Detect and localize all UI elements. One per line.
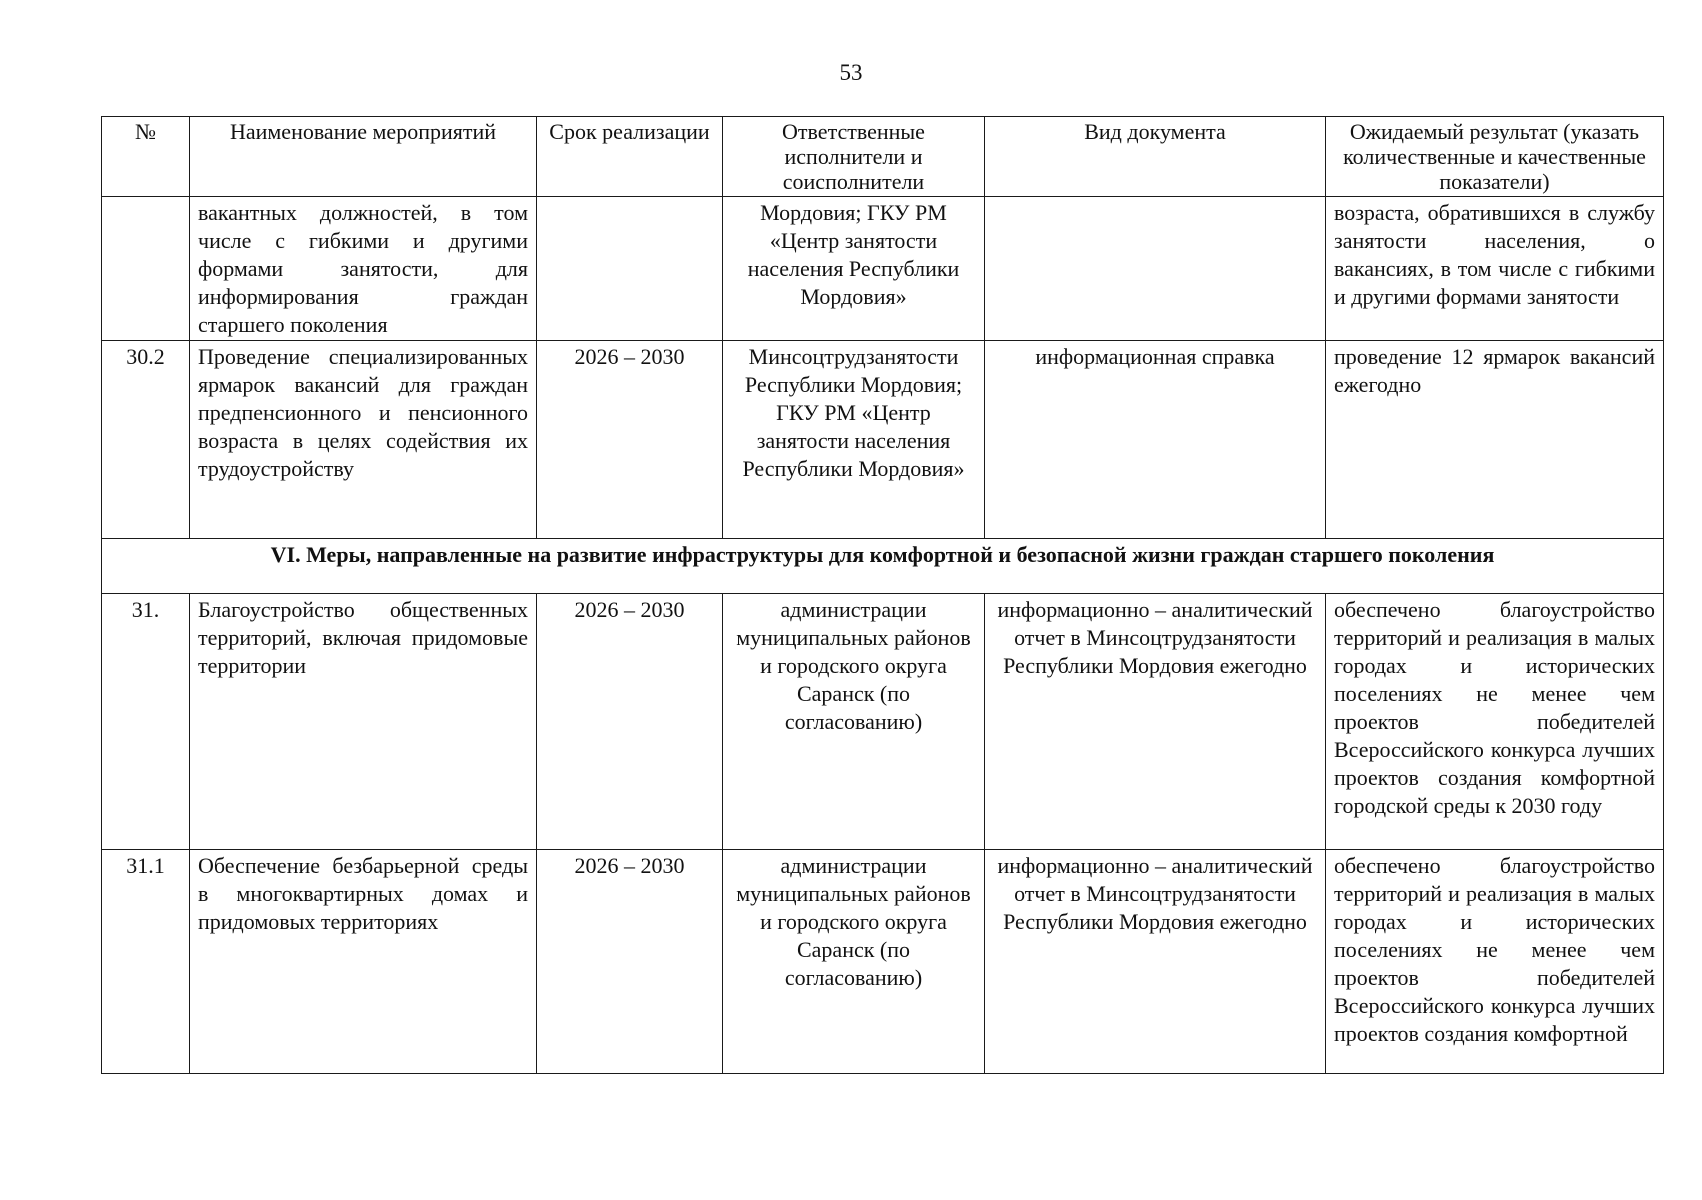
row-activity-name: Проведение специализированных ярмарок вакансий для граждан предпенсионного и пенсионного возраста в целях содействия их трудоустройству bbox=[190, 341, 537, 539]
row-number: 31. bbox=[102, 594, 190, 850]
table-row bbox=[102, 594, 1664, 850]
row-expected-result: проведение 12 ярмарок вакансий ежегодно bbox=[1326, 341, 1664, 539]
row-document-type: информационная справка bbox=[985, 341, 1326, 539]
row-executors: администрации муниципальных районов и городского округа Саранск (по согласованию) bbox=[723, 850, 985, 1074]
header-activity-name: Наименование мероприятий bbox=[190, 117, 537, 197]
header-number: № bbox=[102, 117, 190, 197]
row-document-type: информационно – аналитический отчет в Минсоцтрудзанятости Республики Мордовия ежегодно bbox=[985, 594, 1326, 850]
action-plan-table bbox=[101, 116, 1664, 1074]
page-number: 53 bbox=[839, 60, 863, 85]
header-term: Срок реализации bbox=[537, 117, 723, 197]
table-row bbox=[102, 197, 1664, 341]
row-expected-result: обеспечено благоустройство территорий и реализация в малых городах и исторических поселениях не менее чем проектов победителей Всероссийского конкурса лучших проектов создания комфортной городской среды к 2030 году bbox=[1326, 594, 1664, 850]
row-executors: Мордовия; ГКУ РМ «Центр занятости населения Республики Мордовия» bbox=[723, 197, 985, 341]
row-document-type: информационно – аналитический отчет в Минсоцтрудзанятости Республики Мордовия ежегодно bbox=[985, 850, 1326, 1074]
row-activity-name: Обеспечение безбарьерной среды в многоквартирных домах и придомовых территориях bbox=[190, 850, 537, 1074]
row-executors: администрации муниципальных районов и городского округа Саранск (по согласованию) bbox=[723, 594, 985, 850]
row-document-type bbox=[985, 197, 1326, 341]
row-number: 31.1 bbox=[102, 850, 190, 1074]
section-heading-row bbox=[102, 539, 1664, 594]
row-term: 2026 – 2030 bbox=[537, 341, 723, 539]
row-expected-result: возраста, обратившихся в службу занятости населения, о вакансиях, в том числе с гибкими и другими формами занятости bbox=[1326, 197, 1664, 341]
row-activity-name: вакантных должностей, в том числе с гибкими и другими формами занятости, для информирования граждан старшего поколения bbox=[190, 197, 537, 341]
table-row bbox=[102, 341, 1664, 539]
row-expected-result: обеспечено благоустройство территорий и реализация в малых городах и исторических поселениях не менее чем проектов победителей Всероссийского конкурса лучших проектов создания комфортной bbox=[1326, 850, 1664, 1074]
header-expected-result: Ожидаемый результат (указать количественные и качественные показатели) bbox=[1326, 117, 1664, 197]
row-term: 2026 – 2030 bbox=[537, 594, 723, 850]
row-activity-name: Благоустройство общественных территорий, включая придомовые территории bbox=[190, 594, 537, 850]
header-document-type: Вид документа bbox=[985, 117, 1326, 197]
row-term bbox=[537, 197, 723, 341]
header-executors: Ответственные исполнители и соисполнители bbox=[723, 117, 985, 197]
section-title: VI. Меры, направленные на развитие инфраструктуры для комфортной и безопасной жизни граждан старшего поколения bbox=[102, 539, 1664, 594]
row-term: 2026 – 2030 bbox=[537, 850, 723, 1074]
table-header-row bbox=[102, 117, 1664, 197]
table-row bbox=[102, 850, 1664, 1074]
row-number: 30.2 bbox=[102, 341, 190, 539]
row-executors: Минсоцтрудзанятости Республики Мордовия; ГКУ РМ «Центр занятости населения Республики Мордовия» bbox=[723, 341, 985, 539]
row-number bbox=[102, 197, 190, 341]
